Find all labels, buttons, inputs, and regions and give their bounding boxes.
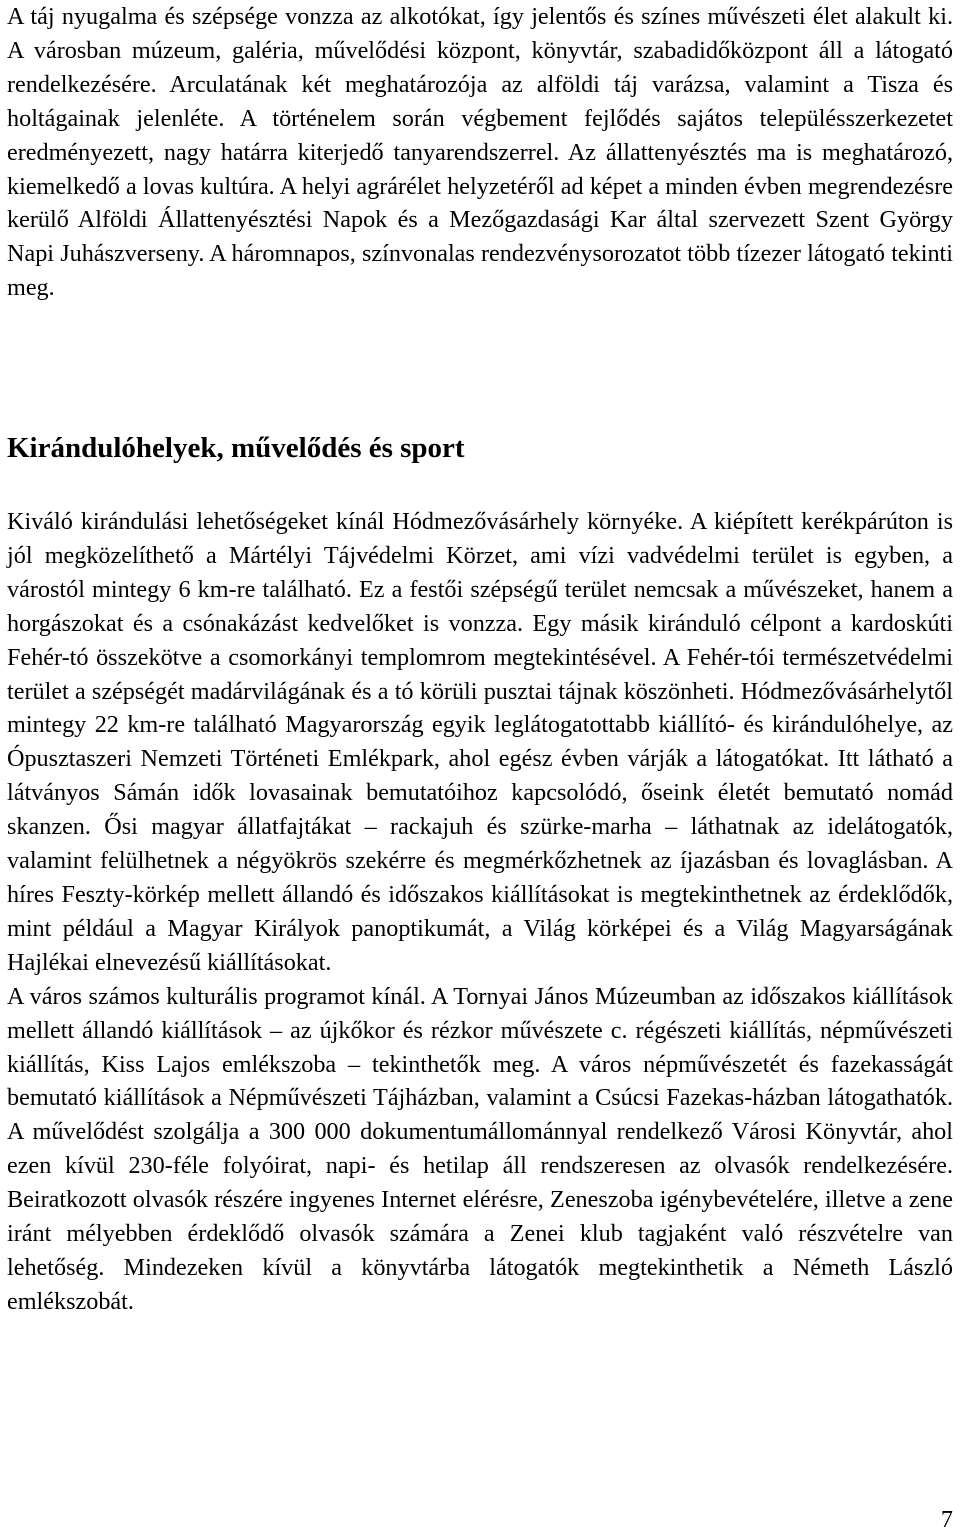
section-heading: Kirándulóhelyek, művelődés és sport: [7, 432, 465, 464]
excursion-paragraph: Kiváló kirándulási lehetőségeket kínál Hódmezővásárhely környéke. A kiépített kerékpárúton is jól megközelíthető a Mártélyi Tájvédelmi Körzet, ami vízi vadvédelmi terület is egyben, a várostól mintegy 6 km-re található. Ez a festői szépségű terület nemcsak a művészeket, hanem a horgászokat és a csónakázást kedvelőket is vonzza. Egy másik kiránduló célpont a kardoskúti Fehér-tó összekötve a csomorkányi templomrom megtekintésével. A Fehér-tói természetvédelmi terület a szépségét madárvilágának és a tó körüli pusztai tájnak köszönheti. Hódmezővásárhelytől mintegy 22 km-re található Magyarország egyik leglátogatottabb kiállító- és kirándulóhelye, az Ópusztaszeri Nemzeti Történeti Emlékpark, ahol egész évben várják a látogatókat. Itt látható a látványos Sámán idők lovasainak bemutatóihoz kapcsolódó, őseink életét bemutató nomád skanzen. Ősi magyar állatfajtákat – rackajuh és szürke-marha – láthatnak az idelátogatók, valamint felülhetnek a négyökrös szekérre és megmérkőzhetnek az íjazásban és lovaglásban. A híres Feszty-körkép mellett állandó és időszakos kiállításokat is megtekinthetnek az érdeklődők, mint például a Magyar Királyok panoptikumát, a Világ körképei és a Világ Magyarságának Hajlékai elnevezésű kiállításokat.: [7, 508, 953, 976]
page-number: 7: [940, 1506, 953, 1533]
culture-paragraph: A város számos kulturális programot kínál. A Tornyai János Múzeumban az időszakos kiállítások mellett állandó kiállítások – az újkőkor és rézkor művészete c. régészeti kiállítás, népművészeti kiállítás, Kiss Lajos emlékszoba – tekinthetők meg. A város népművészetét és fazekasságát bemutató kiállítások a Népművészeti Tájházban, valamint a Csúcsi Fazekas-házban látogathatók. A művelődést szolgálja a 300 000 dokumentumállománnyal rendelkező Városi Könyvtár, ahol ezen kívül 230-féle folyóirat, napi- és hetilap áll rendszeresen az olvasók rendelkezésére. Beiratkozott olvasók részére ingyenes Internet elérésre, Zeneszoba igénybevételére, illetve a zene iránt mélyebben érdeklődő olvasók számára a Zenei klub tagjaként való részvételre van lehetőség. Mindezeken kívül a könyvtárba látogatók megtekinthetik a Németh László emlékszobát.: [7, 982, 953, 1315]
document-page: [7, 0, 953, 1315]
intro-paragraph: A táj nyugalma és szépsége vonzza az alkotókat, így jelentős és színes művészeti élet alakult ki. A városban múzeum, galéria, művelődési központ, könyvtár, szabadidőközpont áll a látogató rendelkezésére. Arculatának két meghatározója az alföldi táj varázsa, valamint a Tisza és holtágainak jelenléte. A történelem során végbement fejlődés sajátos településszerkezetet eredményezett, nagy határra kiterjedő tanyarendszerrel. Az állattenyésztés ma is meghatározó, kiemelkedő a lovas kultúra. A helyi agrárélet helyzetéről ad képet a minden évben megrendezésre kerülő Alföldi Állattenyésztési Napok és a Mezőgazdasági Kar által szervezett Szent György Napi Juhászverseny. A háromnapos, színvonalas rendezvénysorozatot több tízezer látogató tekinti meg.: [7, 3, 953, 302]
section-body: [7, 505, 953, 1319]
